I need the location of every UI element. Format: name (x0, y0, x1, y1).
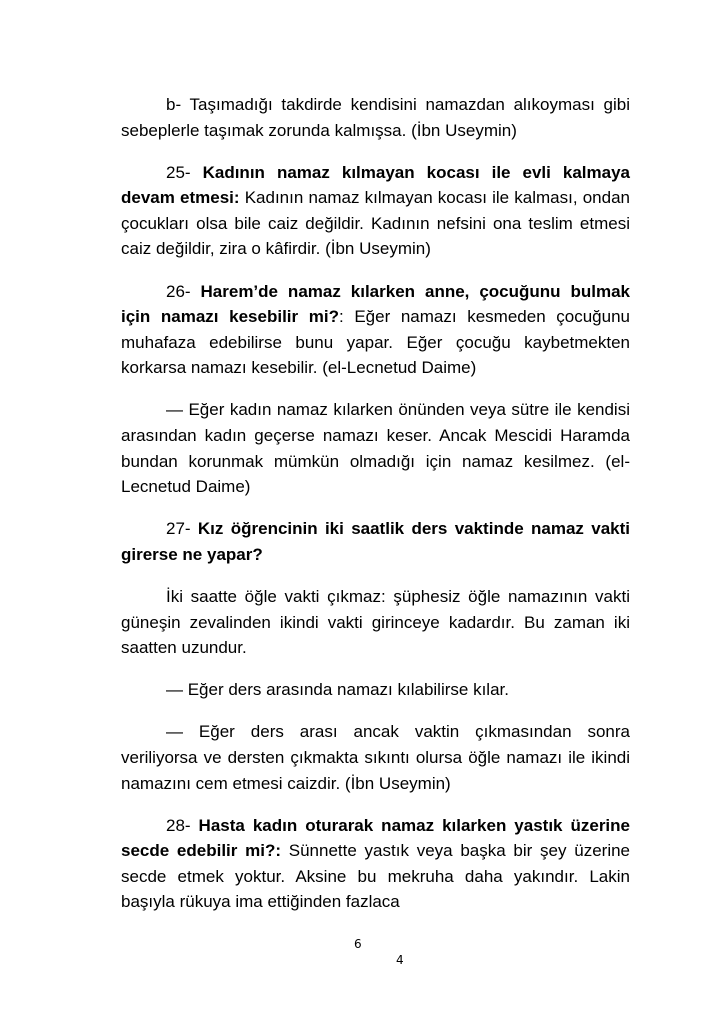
paragraph-text: İki saatte öğle vakti çıkmaz: şüphesiz öğle namazının vakti güneşin zevalinden ikindi vakti girinceye kadardır. Bu zaman iki saatten uzundur. (121, 587, 630, 658)
question-heading: Harem’de namaz kılarken anne, çocuğunu bulmak için namazı kesebilir mi? (121, 281, 630, 327)
paragraph-answer-27 (121, 584, 630, 661)
paragraph-question-28 (121, 813, 630, 915)
page-number-outer: 4 (396, 953, 404, 967)
paragraph-text: Sünnette yastık veya başka bir şey üzerine secde etmek yoktur. Aksine bu mekruha daha yakındır. Lakin başıyla rükuya ima ettiğinden fazlaca (121, 841, 631, 912)
question-heading: Hasta kadın oturarak namaz kılarken yastık üzerine secde edebilir mi?: (121, 815, 630, 861)
question-heading: Kız öğrencinin iki saatlik ders vaktinde namaz vakti girerse ne yapar? (121, 519, 630, 564)
document-body (121, 92, 630, 932)
paragraph-text: : Eğer namazı kesmeden çocuğunu muhafaza edebilirse bunu yapar. Eğer çocuğu kaybetmekten korkarsa namazı kesebilir. (el-Lecnetud Daime) (121, 307, 630, 378)
paragraph-note-cem (121, 719, 630, 796)
paragraph-text: — Eğer ders arası ancak vaktin çıkmasından sonra veriliyorsa ve dersten çıkmakta sıkıntı olursa öğle namazı ile ikindi namazını cem etmesi caizdir. (İbn Useymin) (121, 722, 630, 793)
paragraph-text: b- Taşımadığı takdirde kendisini namazdan alıkoyması gibi sebeplerle taşımak zorunda kalmışsa. (İbn Useymin) (121, 95, 630, 140)
question-number: 25- (166, 162, 203, 182)
paragraph-text: Kadının namaz kılmayan kocası ile kalması, ondan çocukları olsa bile caiz değildir. Kadının nefsini ona teslim etmesi caiz değildir, zira o kâfirdir. (İbn Useymin) (121, 188, 630, 259)
paragraph-note-sutre (121, 397, 630, 499)
paragraph-question-27 (121, 516, 630, 567)
paragraph-item-b (121, 92, 630, 143)
question-heading: Kadının namaz kılmayan kocası ile evli kalmaya devam etmesi: (121, 162, 630, 208)
page-number-inner: 6 (354, 937, 362, 951)
paragraph-text: — Eğer ders arasında namazı kılabilirse kılar. (166, 680, 509, 700)
paragraph-text: — Eğer kadın namaz kılarken önünden veya sütre ile kendisi arasından kadın geçerse namazı keser. Ancak Mescidi Haramda bundan korunmak mümkün olmadığı için namaz kesilmez. (el-Lecnetud Daime) (121, 400, 630, 497)
question-number: 28- (166, 815, 199, 835)
paragraph-question-25 (121, 160, 630, 262)
paragraph-question-26 (121, 279, 630, 381)
question-number: 26- (166, 281, 201, 301)
paragraph-note-ders-arasi (121, 677, 630, 703)
question-number: 27- (166, 519, 198, 539)
